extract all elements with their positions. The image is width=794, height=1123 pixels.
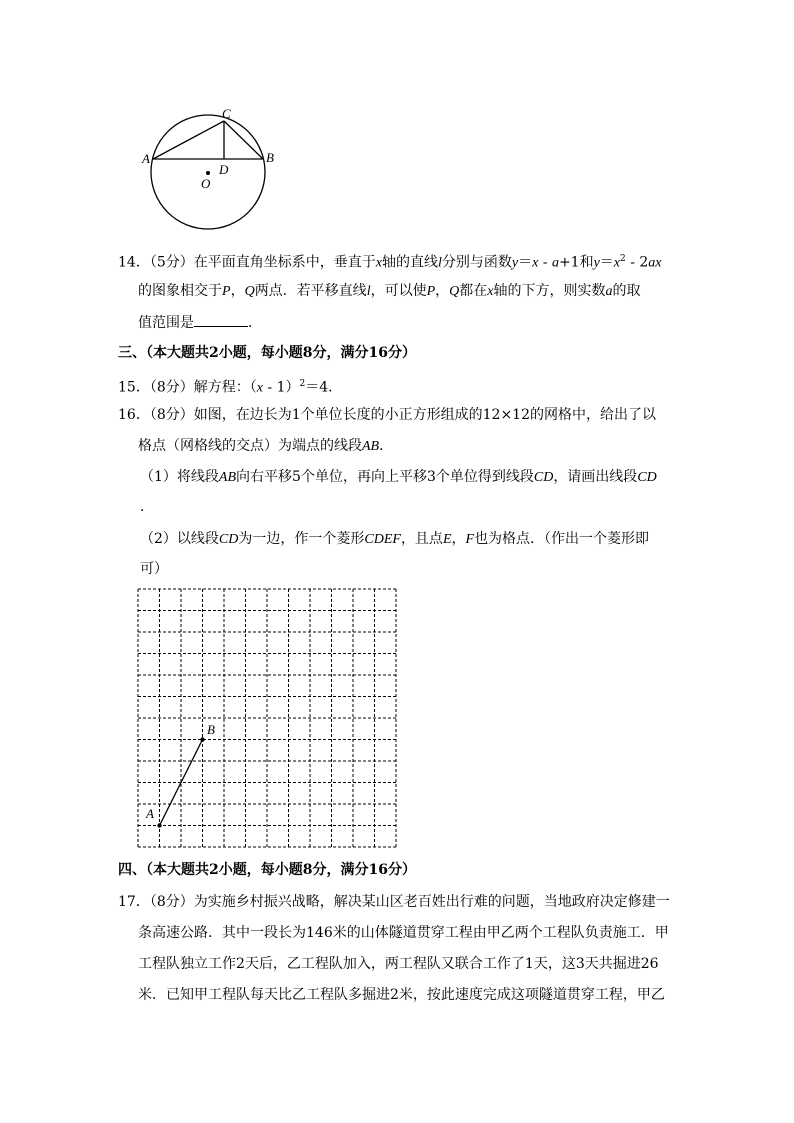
point-b xyxy=(200,737,204,741)
q16-part2-end: 可） xyxy=(140,561,168,577)
circle-figure xyxy=(140,105,290,235)
q17-line3: 工程队独立工作2天后，乙工程队加入，两工程队又联合工作了1天，这3天共掘进26 xyxy=(138,956,659,972)
section-3-heading: 三、（本大题共2小题，每小题8分，满分16分） xyxy=(118,345,416,361)
q17-line4: 米．已知甲工程队每天比乙工程队多掘进2米，按此速度完成这项隧道贯穿工程，甲乙 xyxy=(138,987,665,1003)
grid-label-b: B xyxy=(207,722,215,737)
point-a xyxy=(157,823,161,827)
label-b: B xyxy=(266,150,274,165)
label-c: C xyxy=(222,106,231,121)
q14-line2: 的图象相交于P，Q两点．若平移直线l，可以使P，Q都在x轴的下方，则实数a的取 xyxy=(138,283,641,299)
label-d: D xyxy=(219,162,229,177)
answer-blank xyxy=(194,312,248,327)
grid-12x12 xyxy=(136,587,400,849)
center-point-o xyxy=(206,171,210,175)
q14-line1: 14．（5分）在平面直角坐标系中，垂直于x轴的直线l分别与函数y＝x - a+1和$y=x^2 - 2ax$ xyxy=(118,254,662,271)
q17-line2: 条高速公路．其中一段长为146米的山体隧道贯穿工程由甲乙两个工程队负责施工．甲 xyxy=(138,925,669,941)
grid-label-a: A xyxy=(146,806,154,821)
q16-line1: 16．（8分）如图，在边长为1个单位长度的小正方形组成的12×12的网格中，给出了以 xyxy=(118,407,656,423)
q16-part2: （2）以线段CD为一边，作一个菱形CDEF，且点E，F也为格点．（作出一个菱形即 xyxy=(140,531,650,547)
section-4-heading: 四、（本大题共2小题，每小题8分，满分16分） xyxy=(118,862,416,878)
label-a: A xyxy=(142,151,150,166)
q17-line1: 17．（8分）为实施乡村振兴战略，解决某山区老百姓出行难的问题，当地政府决定修建一 xyxy=(118,894,670,910)
segment-ac xyxy=(153,121,224,159)
q16-line2: 格点（网格线的交点）为端点的线段AB． xyxy=(138,438,394,454)
label-o: O xyxy=(201,176,211,191)
q16-part1-end: ． xyxy=(140,499,154,515)
q16-part1: （1）将线段AB向右平移5个单位，再向上平移3个单位得到线段CD，请画出线段CD xyxy=(140,469,657,485)
q15-line: 15．（8分）解方程：（x - 1）$^2$＝4． xyxy=(118,379,343,396)
q14-line3: 值范围是 ． xyxy=(138,312,262,333)
